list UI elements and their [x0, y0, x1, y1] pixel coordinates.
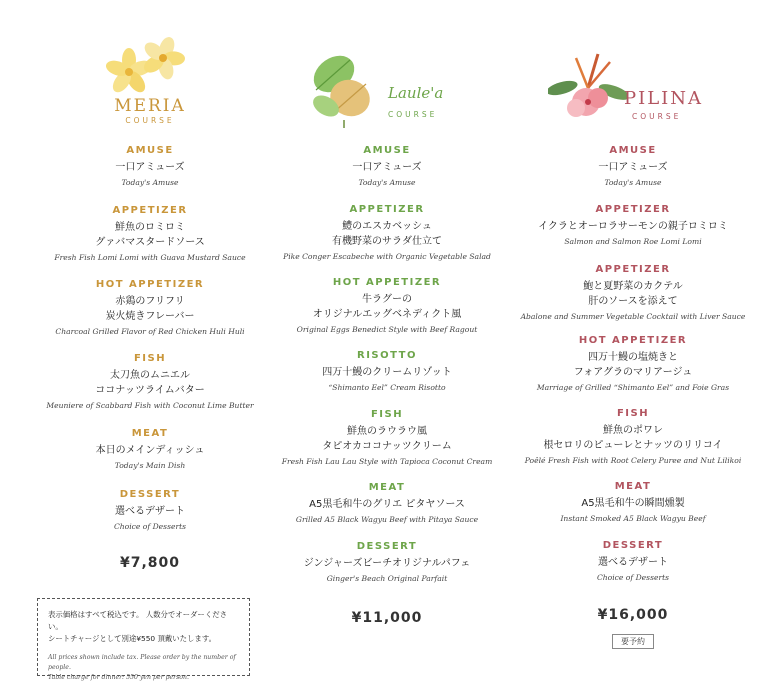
dish-en: Today's Main Dish: [114, 461, 186, 470]
laulea-risotto: [262, 349, 512, 395]
course-category: FISH: [370, 409, 404, 420]
laulea-price: ¥11,000: [351, 610, 423, 626]
reservation-required-badge: 要予約: [612, 634, 654, 649]
dish-jp: タピオカココナッツクリーム: [322, 441, 452, 452]
dish-jp: ココナッツライムバター: [95, 385, 205, 396]
dish-jp: 鮮魚のロミロミ: [115, 222, 185, 233]
course-category: HOT APPETIZER: [332, 277, 442, 288]
dish-jp: オリジナルエッグベネディクト風: [312, 309, 462, 320]
pilina-meat: [508, 480, 758, 526]
meria-hot-appetizer: [22, 278, 278, 339]
dish-jp: 鮮魚のラウラウ風: [347, 426, 427, 437]
dish-jp: A5黒毛和牛の瞬間燻製: [581, 498, 685, 509]
dish-jp: 一口アミューズ: [598, 162, 668, 173]
dish-en: Choice of Desserts: [596, 573, 670, 582]
dish-jp: イクラとオーロラサーモンの親子ロミロミ: [538, 221, 728, 232]
laulea-course-column: [262, 0, 512, 626]
dish-en: Salmon and Salmon Roe Lomi Lomi: [564, 237, 702, 246]
tropical-leaves-icon: [304, 46, 384, 128]
laulea-meat: [262, 481, 512, 527]
dish-jp: 本日のメインディッシュ: [95, 445, 205, 456]
laulea-course-label: COURSE: [388, 110, 438, 119]
course-category: AMUSE: [609, 145, 657, 156]
dish-en: Today's Amuse: [358, 178, 416, 187]
course-category: APPETIZER: [349, 204, 425, 215]
course-category: MEAT: [131, 428, 169, 439]
dish-en: Marriage of Grilled “Shimanto Eel” and Foie Gras: [536, 383, 730, 392]
meria-course-column: [22, 0, 278, 571]
meria-appetizer: [22, 204, 278, 265]
meria-logo: [22, 0, 278, 128]
laulea-dessert: [262, 540, 512, 586]
dish-jp: ジンジャーズビーチオリジナルパフェ: [303, 558, 471, 569]
dish-jp: 四万十鰻の塩焼きと: [588, 352, 678, 363]
course-category: MEAT: [614, 481, 652, 492]
meria-meat: [22, 427, 278, 473]
notice-en-line-2: Table charge for dinner: 550 yen per person.: [48, 674, 189, 681]
laulea-fish: [262, 408, 512, 469]
course-category: MEAT: [368, 482, 406, 493]
dish-jp: 選べるデザート: [115, 506, 185, 517]
meria-dessert: [22, 488, 278, 534]
dish-en: “Shimanto Eel” Cream Risotto: [328, 383, 446, 392]
meria-fish: [22, 352, 278, 413]
dish-jp: 鮑と夏野菜のカクテル: [583, 281, 683, 292]
dish-jp: 根セロリのピューレとナッツのリリコイ: [543, 440, 723, 451]
dish-en: Fresh Fish Lau Lau Style with Tapioca Coconut Cream: [281, 457, 493, 466]
dish-jp: 四万十鰻のクリームリゾット: [322, 367, 452, 378]
course-category: APPETIZER: [595, 204, 671, 215]
dish-en: Charcoal Grilled Flavor of Red Chicken Huli Huli: [55, 327, 245, 336]
laulea-brand: Laule'a: [388, 84, 444, 102]
dish-jp: フォアグラのマリアージュ: [573, 367, 693, 378]
dish-jp: 赤鶏のフリフリ: [115, 296, 185, 307]
course-category: HOT APPETIZER: [578, 335, 688, 346]
pilina-logo: [508, 0, 758, 128]
course-category: AMUSE: [363, 145, 411, 156]
meria-price: ¥7,800: [119, 555, 181, 571]
dish-en: Meuniere of Scabbard Fish with Coconut Lime Butter: [46, 401, 254, 410]
dish-en: Grilled A5 Black Wagyu Beef with Pitaya Sauce: [295, 515, 479, 524]
dish-en: Ginger's Beach Original Parfait: [326, 574, 448, 583]
dish-en: Original Eggs Benedict Style with Beef Ragout: [296, 325, 478, 334]
dish-en: Choice of Desserts: [113, 522, 187, 531]
pilina-fish: [508, 407, 758, 468]
dish-jp: 有機野菜のサラダ仕立て: [332, 236, 442, 247]
dish-jp: 太刀魚のムニエル: [110, 370, 190, 381]
price-notice-box: [37, 598, 250, 681]
dish-en: Fresh Fish Lomi Lomi with Guava Mustard Sauce: [54, 253, 246, 262]
notice-jp-line-2: シートチャージとして別途¥550 頂戴いたします。: [48, 634, 217, 643]
laulea-hot-appetizer: [262, 276, 512, 337]
course-category: FISH: [133, 353, 167, 364]
dish-en: Instant Smoked A5 Black Wagyu Beef: [560, 514, 706, 523]
pilina-dessert: [508, 539, 758, 585]
dish-jp: 一口アミューズ: [115, 162, 185, 173]
dish-jp: 鮮魚のポワレ: [603, 425, 663, 436]
course-category: RISOTTO: [357, 350, 417, 361]
notice-jp-line-1: 表示価格はすべて税込です。 人数分でオーダーください。: [48, 610, 227, 631]
dish-jp: 鱧のエスカベッシュ: [342, 221, 432, 232]
course-category: DESSERT: [602, 540, 664, 551]
meria-amuse: [22, 144, 278, 190]
pilina-brand: PILINA: [624, 88, 704, 109]
dish-jp: 炭火焼きフレーバー: [105, 311, 195, 322]
pilina-appetizer-2: [508, 263, 758, 324]
dish-jp: 肝のソースを添えて: [588, 296, 678, 307]
notice-en-line-1: All prices shown include tax. Please order by the number of people.: [48, 654, 236, 671]
pilina-price: ¥16,000: [597, 607, 669, 623]
dish-en: Poêlé Fresh Fish with Root Celery Puree and Nut Lilikoi: [524, 456, 742, 465]
meria-brand: MERIA: [114, 96, 186, 116]
meria-course-label: COURSE: [125, 116, 175, 125]
dish-en: Today's Amuse: [604, 178, 662, 187]
pilina-amuse: [508, 144, 758, 190]
hibiscus-bouquet-icon: [548, 48, 628, 128]
dish-en: Abalone and Summer Vegetable Cocktail with Liver Sauce: [520, 312, 746, 321]
dish-en: Pike Conger Escabeche with Organic Vegetable Salad: [283, 252, 491, 261]
course-category: FISH: [616, 408, 650, 419]
pilina-hot-appetizer: [508, 334, 758, 395]
course-category: HOT APPETIZER: [95, 279, 205, 290]
pilina-appetizer-1: [508, 203, 758, 249]
dish-jp: グァバマスタードソース: [95, 237, 205, 248]
course-category: APPETIZER: [595, 264, 671, 275]
course-category: APPETIZER: [112, 205, 188, 216]
laulea-appetizer: [262, 203, 512, 264]
course-category: AMUSE: [126, 145, 174, 156]
dish-jp: 一口アミューズ: [352, 162, 422, 173]
laulea-logo: [262, 0, 512, 128]
course-category: DESSERT: [119, 489, 181, 500]
dish-jp: 選べるデザート: [598, 557, 668, 568]
course-category: DESSERT: [356, 541, 418, 552]
pilina-course-column: [508, 0, 758, 646]
plumeria-flower-icon: [105, 34, 195, 94]
dish-jp: A5黒毛和牛のグリエ ピタヤソース: [309, 499, 465, 510]
dish-jp: 牛ラグーの: [362, 294, 412, 305]
pilina-course-label: COURSE: [632, 112, 682, 121]
laulea-amuse: [262, 144, 512, 190]
dish-en: Today's Amuse: [121, 178, 179, 187]
